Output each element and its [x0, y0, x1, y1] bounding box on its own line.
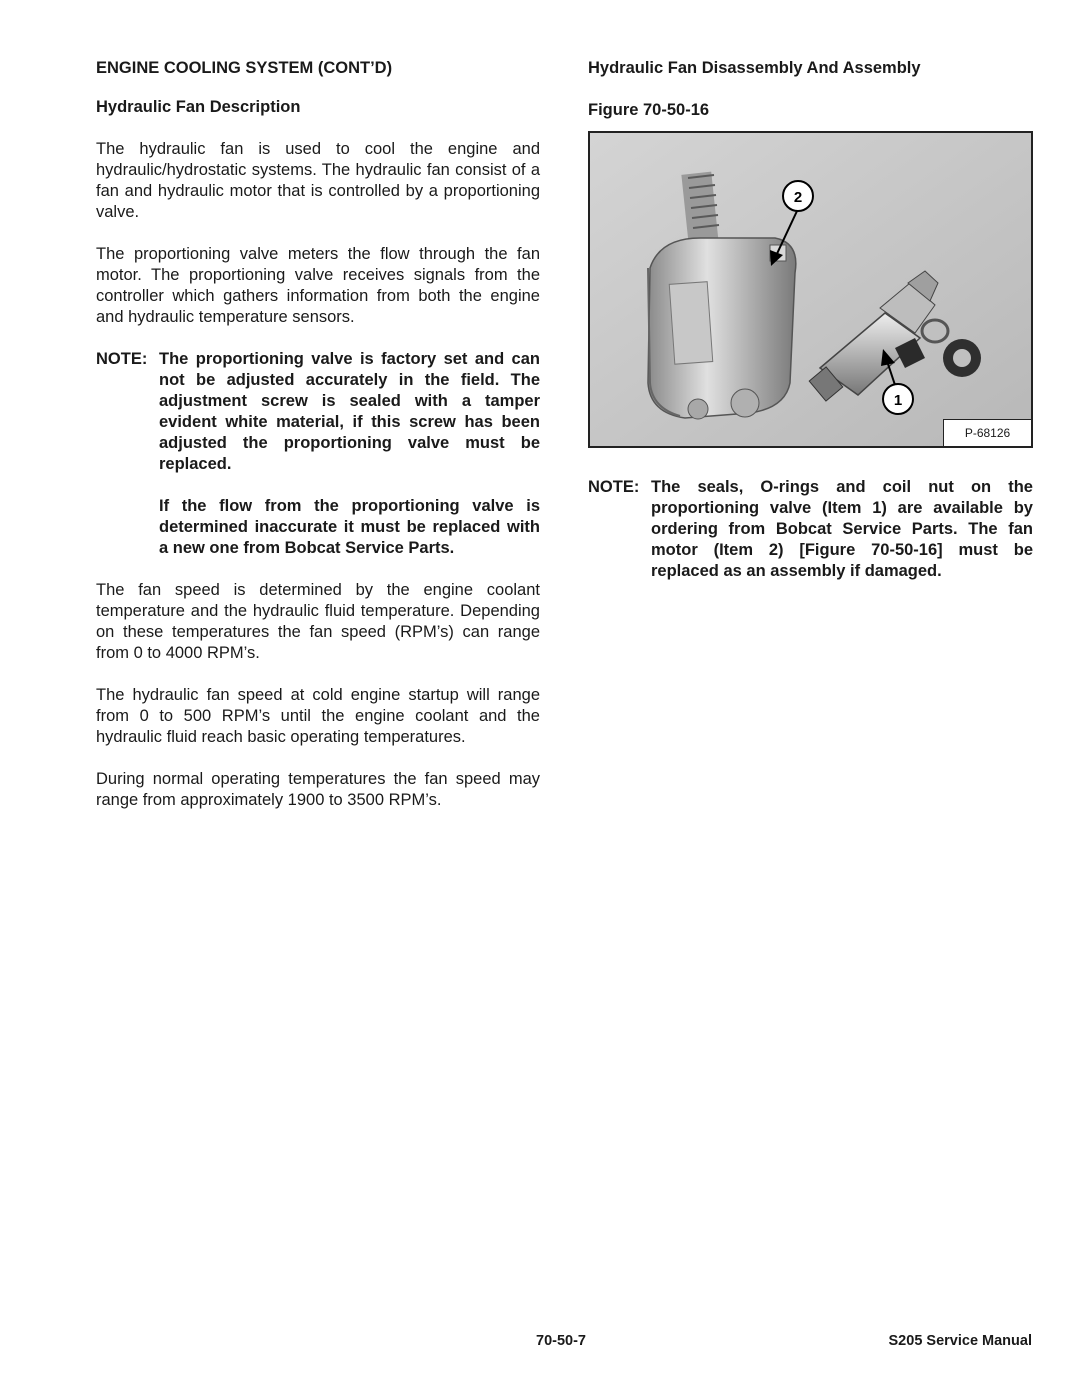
note-label-right: NOTE: [588, 478, 640, 496]
callout-2-number: 2 [793, 189, 803, 206]
note-body [159, 349, 540, 580]
fan-motor-illustration [590, 133, 1031, 446]
figure-label: Figure 70-50-16 [588, 101, 710, 119]
heading-disassembly: Hydraulic Fan Disassembly And Assembly [588, 59, 921, 77]
paragraph-1: The hydraulic fan is used to cool the engine and hydraulic/hydrostatic systems. The hydraulic fan consist of a fan and hydraulic motor that is controlled by a proportioning valve. [96, 140, 540, 221]
note-label: NOTE: [96, 350, 148, 368]
note-block-valve [96, 349, 540, 580]
manual-title: S205 Service Manual [888, 1333, 1032, 1349]
section-title: ENGINE COOLING SYSTEM (CONT’D) [96, 59, 393, 77]
page-number: 70-50-7 [536, 1333, 586, 1349]
paragraph-3: The fan speed is determined by the engine coolant temperature and the hydraulic fluid temperature. Depending on these temperatures the fan speed (RPM’s) can range from 0 to 4000 RPM’s. [96, 581, 540, 662]
figure-hydraulic-fan-photo [588, 131, 1033, 448]
note-block-seals [588, 477, 1033, 603]
subheading-fan-description: Hydraulic Fan Description [96, 98, 301, 116]
left-column [96, 58, 540, 832]
note-body-right [651, 477, 1033, 603]
note-paragraph-1: The proportioning valve is factory set and can not be adjusted accurately in the field. The adjustment screw is sealed with a tamper evident white material, if this screw has been adjusted the proportioning valve must be replaced. [159, 350, 540, 473]
note-paragraph-seals: The seals, O-rings and coil nut on the proportioning valve (Item 1) are available by ordering from Bobcat Service Parts. The fan motor (Item 2) [Figure 70-50-16] must be replaced as an assembly if damaged. [651, 478, 1033, 580]
paragraph-4: The hydraulic fan speed at cold engine startup will range from 0 to 500 RPM’s until the engine coolant and the hydraulic fluid reach basic operating temperatures. [96, 686, 540, 746]
right-column [588, 58, 1033, 603]
fan-motor-body [648, 238, 796, 419]
paragraph-5: During normal operating temperatures the fan speed may range from approximately 1900 to 3500 RPM’s. [96, 770, 540, 809]
note-paragraph-2: If the flow from the proportioning valve is determined inaccurate it must be replaced with a new one from Bobcat Service Parts. [159, 497, 540, 557]
paragraph-2: The proportioning valve meters the flow through the fan motor. The proportioning valve receives signals from the controller which gathers information from both the engine and hydraulic temperature sensors. [96, 245, 540, 326]
callout-1-number: 1 [893, 392, 903, 409]
figure-photo-id: P-68126 [943, 419, 1031, 446]
coil-nut [943, 339, 981, 377]
